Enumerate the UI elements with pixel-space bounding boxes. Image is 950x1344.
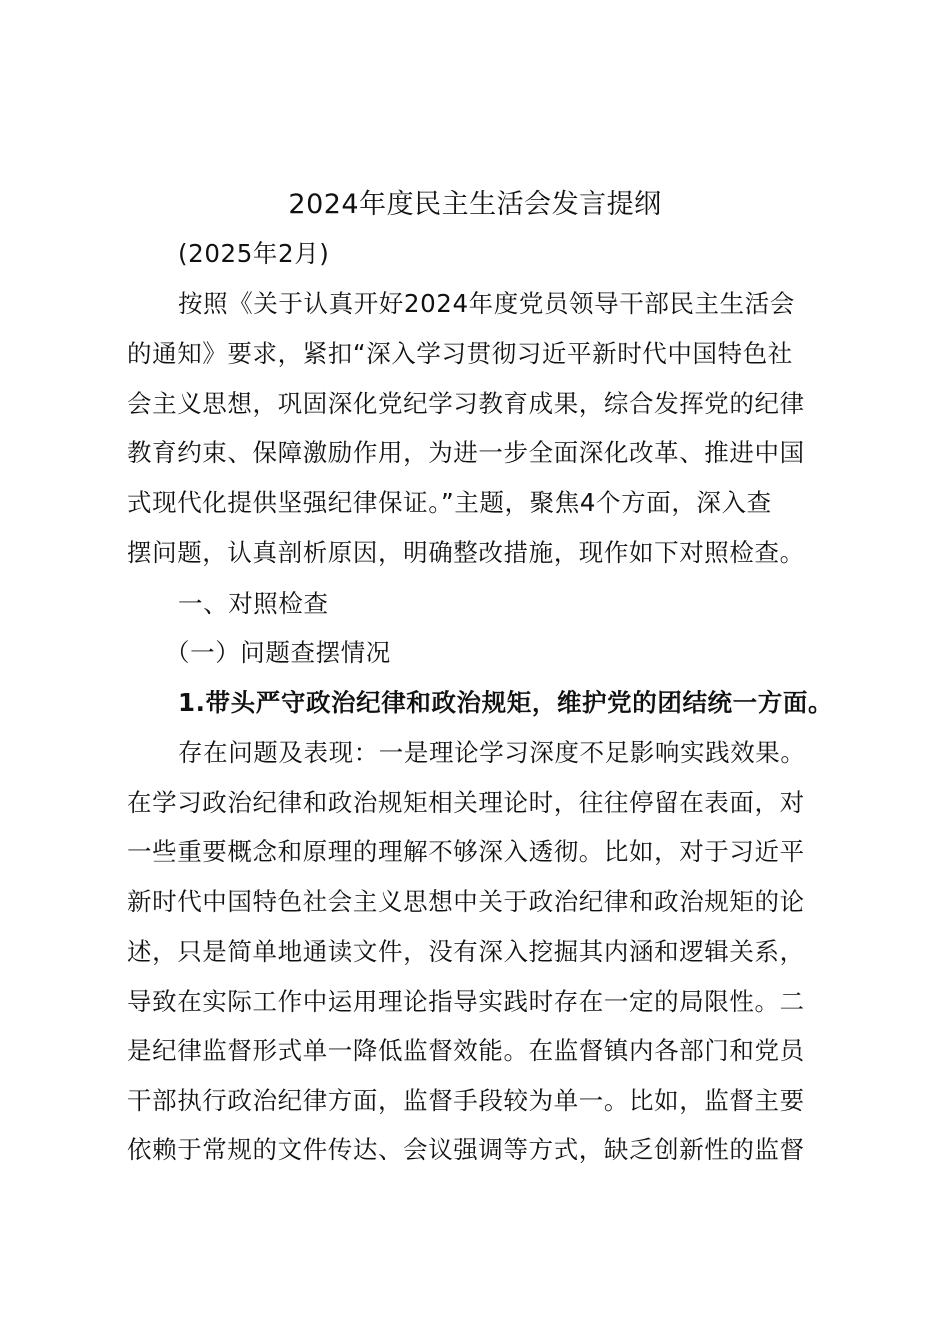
intro-line: 会主义思想，巩固深化党纪学习教育成果，综合发挥党的纪律 [127, 389, 805, 418]
body-line: 在学习政治纪律和政治规矩相关理论时，往往停留在表面，对 [127, 788, 805, 817]
subsection-heading: （一）问题查摆情况 [165, 638, 391, 667]
document-date: (2025年2月) [178, 239, 330, 268]
body-line: 依赖于常规的文件传达、会议强调等方式，缺乏创新性的监督 [127, 1135, 805, 1164]
body-line: 存在问题及表现：一是理论学习深度不足影响实践效果。 [178, 738, 806, 767]
intro-line: 教育约束、保障激励作用，为进一步全面深化改革、推进中国 [127, 438, 805, 467]
body-line: 是纪律监督形式单一降低监督效能。在监督镇内各部门和党员 [127, 1036, 805, 1065]
body-line: 新时代中国特色社会主义思想中关于政治纪律和政治规矩的论 [127, 887, 805, 916]
body-line: 述，只是简单地通读文件，没有深入挖掘其内涵和逻辑关系， [127, 937, 805, 966]
body-line: 一些重要概念和原理的理解不够深入透彻。比如，对于习近平 [127, 837, 805, 866]
body-line: 干部执行政治纪律方面，监督手段较为单一。比如，监督主要 [127, 1086, 805, 1115]
intro-line: 按照《关于认真开好2024年度党员领导干部民主生活会 [178, 289, 795, 318]
section-heading: 一、对照检查 [178, 589, 329, 618]
intro-line: 式现代化提供坚强纪律保证。”主题，聚焦4个方面，深入查 [127, 488, 772, 517]
body-line: 导致在实际工作中运用理论指导实践时存在一定的局限性。二 [127, 987, 805, 1016]
point-heading: 1.带头严守政治纪律和政治规矩，维护党的团结统一方面。 [178, 688, 834, 717]
intro-line: 的通知》要求，紧扣“深入学习贯彻习近平新时代中国特色社 [127, 339, 793, 368]
intro-line: 摆问题，认真剖析原因，明确整改措施，现作如下对照检查。 [127, 538, 805, 567]
document-title: 2024年度民主生活会发言提纲 [288, 189, 662, 220]
